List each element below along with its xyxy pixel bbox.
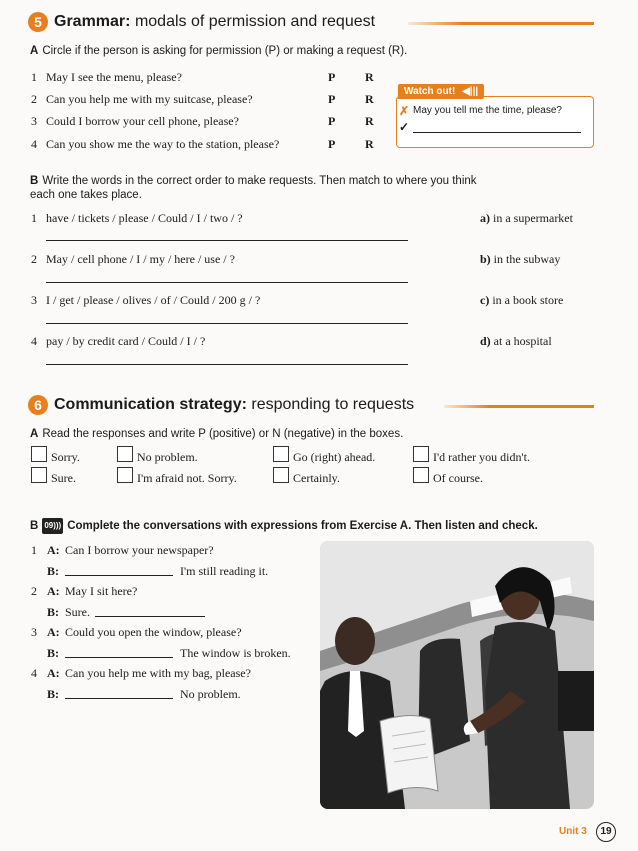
- section-title-bold: Communication strategy:: [54, 396, 247, 413]
- answer-checkbox[interactable]: [117, 467, 133, 483]
- place-option: [480, 293, 563, 308]
- speaker-a-line: Can I borrow your newspaper?: [65, 543, 214, 557]
- response-text: I'm afraid not. Sorry.: [137, 471, 237, 485]
- place-text: in a supermarket: [493, 211, 573, 225]
- scrambled-words: have / tickets / please / Could / I / two / ?: [46, 211, 243, 225]
- exercise-letter: B: [30, 520, 39, 532]
- speaker-a-line: Could you open the window, please?: [65, 625, 242, 639]
- speaker-label: B:: [47, 564, 59, 578]
- option-p[interactable]: P: [328, 92, 336, 106]
- wrong-mark-icon: ✗: [399, 104, 410, 118]
- answer-checkbox[interactable]: [31, 446, 47, 462]
- section-rule: [408, 22, 594, 25]
- response-text: Certainly.: [293, 471, 340, 485]
- item-number: 3: [31, 293, 37, 307]
- item-number: 2: [31, 92, 37, 106]
- section-title-rest: responding to requests: [251, 396, 415, 413]
- section-rule: [444, 405, 594, 408]
- instruction-text: Complete the conversations with expressions from Exercise A. Then listen and check.: [67, 520, 538, 532]
- speaker-label: B:: [47, 646, 59, 660]
- answer-line[interactable]: [46, 282, 408, 283]
- instruction-text: Write the words in the correct order to make requests. Then match to where you think each one takes place.: [30, 175, 477, 201]
- response-text: Of course.: [433, 471, 483, 485]
- option-r[interactable]: R: [365, 114, 374, 128]
- place-option: [480, 334, 552, 349]
- option-r[interactable]: R: [365, 137, 374, 151]
- option-r[interactable]: R: [365, 70, 374, 84]
- answer-checkbox[interactable]: [117, 446, 133, 462]
- answer-line[interactable]: [46, 240, 408, 241]
- response-text: No problem.: [137, 450, 198, 464]
- section-title-rest: modals of permission and request: [134, 13, 376, 30]
- speaker-label: A:: [47, 625, 60, 639]
- speaker-label: A:: [47, 666, 60, 680]
- item-number: 4: [31, 334, 37, 348]
- exercise-letter: A: [30, 428, 39, 440]
- item-text: Could I borrow your cell phone, please?: [46, 114, 239, 128]
- item-number: 3: [31, 625, 37, 639]
- instruction-text: Read the responses and write P (positive) or N (negative) in the boxes.: [42, 428, 404, 440]
- item-number: 4: [31, 666, 37, 680]
- speaker-b-line: Sure.: [65, 605, 90, 619]
- watch-out-text: Watch out!: [404, 86, 456, 97]
- answer-checkbox[interactable]: [31, 467, 47, 483]
- place-letter: c): [480, 293, 490, 307]
- speaker-b-line: The window is broken.: [180, 646, 291, 660]
- item-number: 2: [31, 252, 37, 266]
- response-text: Sorry.: [51, 450, 80, 464]
- speaker-label: A:: [47, 584, 60, 598]
- section-title: [54, 13, 375, 31]
- response-text: I'd rather you didn't.: [433, 450, 530, 464]
- scrambled-words: pay / by credit card / Could / I / ?: [46, 334, 206, 348]
- unit-label: Unit 3: [559, 826, 587, 837]
- answer-checkbox[interactable]: [413, 446, 429, 462]
- section-number-badge: 5: [28, 12, 48, 32]
- place-text: in a book store: [492, 293, 564, 307]
- option-p[interactable]: P: [328, 137, 336, 151]
- section-number-badge: 6: [28, 395, 48, 415]
- answer-line[interactable]: [46, 364, 408, 365]
- place-letter: b): [480, 252, 491, 266]
- item-number: 2: [31, 584, 37, 598]
- answer-line[interactable]: [65, 657, 173, 658]
- instruction-text: Circle if the person is asking for permission (P) or making a request (R).: [42, 45, 408, 57]
- exercise-instruction: [30, 518, 550, 534]
- watch-out-label: [398, 84, 484, 99]
- answer-line[interactable]: [65, 575, 173, 576]
- section-title-bold: Grammar:: [54, 13, 131, 30]
- option-p[interactable]: P: [328, 70, 336, 84]
- option-p[interactable]: P: [328, 114, 336, 128]
- option-r[interactable]: R: [365, 92, 374, 106]
- place-letter: a): [480, 211, 490, 225]
- exercise-letter: A: [30, 45, 39, 57]
- place-option: [480, 211, 573, 226]
- speaker-a-line: Can you help me with my bag, please?: [65, 666, 251, 680]
- exercise-instruction: [30, 174, 480, 202]
- item-text: Can you help me with my suitcase, please?: [46, 92, 253, 106]
- place-letter: d): [480, 334, 491, 348]
- speaker-icon: ◀|||: [462, 86, 479, 97]
- item-number: 4: [31, 137, 37, 151]
- speaker-label: A:: [47, 543, 60, 557]
- response-text: Sure.: [51, 471, 76, 485]
- speaker-label: B:: [47, 605, 59, 619]
- wrong-example: May you tell me the time, please?: [413, 105, 562, 116]
- item-text: Can you show me the way to the station, please?: [46, 137, 280, 151]
- check-mark-icon: ✓: [399, 120, 410, 134]
- place-option: [480, 252, 560, 267]
- scrambled-words: I / get / please / olives / of / Could / 200 g / ?: [46, 293, 261, 307]
- audio-track-icon[interactable]: 09))): [42, 518, 63, 534]
- response-text: Go (right) ahead.: [293, 450, 376, 464]
- section-title: [54, 396, 414, 414]
- airplane-illustration: [320, 541, 594, 809]
- answer-line[interactable]: [46, 323, 408, 324]
- speaker-a-line: May I sit here?: [65, 584, 138, 598]
- answer-line[interactable]: [65, 698, 173, 699]
- exercise-letter: B: [30, 175, 39, 187]
- answer-line[interactable]: [95, 616, 205, 617]
- place-text: at a hospital: [493, 334, 552, 348]
- answer-checkbox[interactable]: [273, 446, 289, 462]
- speaker-label: B:: [47, 687, 59, 701]
- item-number: 3: [31, 114, 37, 128]
- place-text: in the subway: [493, 252, 561, 266]
- scrambled-words: May / cell phone / I / my / here / use / ?: [46, 252, 235, 266]
- watch-out-box: [396, 96, 594, 148]
- item-number: 1: [31, 70, 37, 84]
- item-number: 1: [31, 543, 37, 557]
- item-text: May I see the menu, please?: [46, 70, 182, 84]
- watch-out-answer-line[interactable]: [413, 132, 581, 133]
- airplane-cabin-icon: [320, 541, 594, 809]
- exercise-instruction: [30, 44, 470, 58]
- page-number: 19: [596, 822, 616, 842]
- answer-checkbox[interactable]: [273, 467, 289, 483]
- exercise-instruction: [30, 427, 470, 441]
- audio-track-number: 09: [44, 521, 54, 530]
- item-number: 1: [31, 211, 37, 225]
- speaker-b-line: I'm still reading it.: [180, 564, 269, 578]
- speaker-b-line: No problem.: [180, 687, 241, 701]
- answer-checkbox[interactable]: [413, 467, 429, 483]
